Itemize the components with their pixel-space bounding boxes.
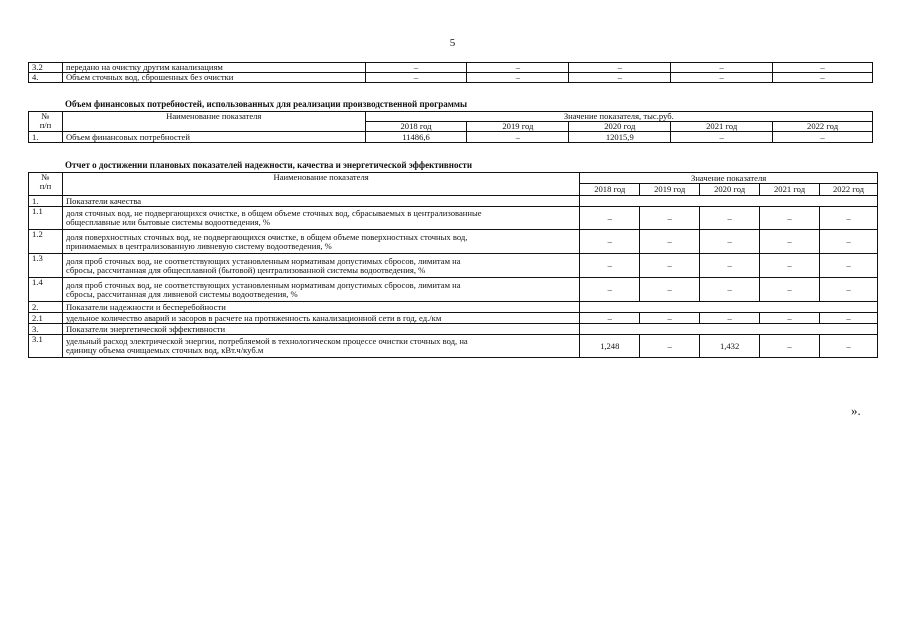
table-header-row [29,112,873,122]
cell-2020: 1,432 [700,335,760,358]
row-number: 3.2 [29,63,63,73]
row-name-line: доля поверхностных сточных вод, не подвергающихся очистке, в общем объеме поверхностных сточных вод, [65,231,468,242]
cell-2022: – [773,132,873,143]
table-row [29,254,878,278]
row-number: 1.2 [29,230,63,254]
cell-2018: – [365,73,467,83]
cell-2020: – [700,207,760,230]
row-number: 1. [29,132,63,143]
cell-2021: – [760,278,820,302]
row-number: 4. [29,73,63,83]
cell-2018: – [580,254,640,278]
row-name [62,254,579,278]
year-header: 2019 год [640,184,700,196]
col-name-header: Наименование показателя [62,173,579,196]
cell-2020: – [700,254,760,278]
col-num-header [29,112,63,132]
row-number: 1. [29,196,63,207]
row-name: удельное количество аварий и засоров в расчете на протяженность канализационной сети в год, ед./км [62,313,579,324]
table-indicators [28,172,878,358]
row-name-line: доля сточных вод, не подвергающихся очистке, в общем объеме сточных вод, сбрасываемых в централизованные [65,208,482,218]
col-num-abbr: п/п [39,120,52,130]
cell-2020: 12015,9 [569,132,671,143]
cell-2021: – [760,254,820,278]
group-name: Показатели энергетической эффективности [62,324,579,335]
row-number: 1.4 [29,278,63,302]
group-row [29,302,878,313]
closing-quote-mark: ». [851,403,861,418]
cell-2022: – [820,278,878,302]
table-header-row [29,173,878,184]
cell-2021: – [760,313,820,324]
cell-2018: 11486,6 [365,132,467,143]
row-name: передано на очистку другим канализациям [62,63,365,73]
cell-2021: – [671,73,773,83]
cell-2022: – [820,254,878,278]
row-number: 3.1 [29,335,63,358]
row-name-line: общесплавные или бытовые системы водоотведения, % [65,217,271,227]
group-empty-cell [580,302,878,313]
group-name: Показатели качества [62,196,579,207]
table-row [29,73,873,83]
col-num-sign: № [41,111,50,121]
cell-2019: – [640,313,700,324]
row-name [62,230,579,254]
row-number: 2.1 [29,313,63,324]
cell-2022: – [820,313,878,324]
table-row [29,207,878,230]
year-header: 2021 год [671,122,773,132]
row-name: Объем сточных вод, сброшенных без очистки [62,73,365,83]
cell-2020: – [700,230,760,254]
page-number: 5 [449,37,456,49]
cell-2020: – [700,313,760,324]
col-name-header: Наименование показателя [62,112,365,132]
cell-2019: – [467,63,569,73]
cell-2022: – [820,335,878,358]
group-row [29,196,878,207]
cell-2019: – [640,335,700,358]
group-name: Показатели надежности и бесперебойности [62,302,579,313]
table-row [29,63,873,73]
row-name-line: сбросы, рассчитанная для ливневой системы водоотведения, % [65,288,298,299]
cell-2019: – [640,230,700,254]
cell-2019: – [640,278,700,302]
cell-2021: – [760,335,820,358]
row-name-line: сбросы, рассчитанная для общесплавной (бытовой) централизованной системы водоотведения, % [65,264,426,275]
row-number: 2. [29,302,63,313]
cell-2019: – [640,254,700,278]
cell-2020: – [569,63,671,73]
year-header: 2018 год [365,122,467,132]
cell-2021: – [671,63,773,73]
table-wastewater-continuation [28,62,873,83]
year-header: 2020 год [569,122,671,132]
row-name-line: единицу объема очищаемых сточных вод, кВт.ч/куб.м [65,345,264,355]
cell-2022: – [773,73,873,83]
cell-2019: – [467,73,569,83]
cell-2021: – [760,207,820,230]
year-header: 2018 год [580,184,640,196]
cell-2021: – [671,132,773,143]
cell-2018: – [580,313,640,324]
group-row [29,324,878,335]
row-number: 3. [29,324,63,335]
year-header: 2019 год [467,122,569,132]
cell-2018: – [365,63,467,73]
value-header: Значение показателя [580,173,878,184]
cell-2022: – [820,207,878,230]
cell-2019: – [640,207,700,230]
row-name-line: принимаемых в централизованную ливневую систему водоотведения, % [65,240,332,251]
group-empty-cell [580,324,878,335]
row-name [62,278,579,302]
group-empty-cell [580,196,878,207]
table-row [29,278,878,302]
table-row [29,335,878,358]
row-name-line: доля проб сточных вод, не соответствующих установленным нормативам допустимых сбросов, лимитам на [65,255,461,266]
financial-needs-heading: Объем финансовых потребностей, использованных для реализации производственной программы [65,99,468,109]
cell-2018: – [580,230,640,254]
row-number: 1.3 [29,254,63,278]
row-name-line: удельный расход электрической энергии, потребляемой в технологическом процессе очистки сточных вод, на [65,336,468,346]
table-row [29,313,878,324]
cell-2020: – [569,73,671,83]
indicators-report-heading: Отчет о достижении плановых показателей надежности, качества и энергетической эффективности [65,160,473,170]
col-num-sign: № [41,172,50,182]
cell-2018: – [580,278,640,302]
value-header: Значение показателя, тыс.руб. [365,112,872,122]
year-header: 2020 год [700,184,760,196]
cell-2022: – [820,230,878,254]
row-number: 1.1 [29,207,63,230]
year-header: 2022 год [773,122,873,132]
cell-2021: – [760,230,820,254]
cell-2018: – [580,207,640,230]
year-header: 2022 год [820,184,878,196]
cell-2020: – [700,278,760,302]
row-name-line: доля проб сточных вод, не соответствующих установленным нормативам допустимых сбросов, лимитам на [65,279,461,290]
cell-2018: 1,248 [580,335,640,358]
col-num-abbr: п/п [39,181,52,191]
row-name: Объем финансовых потребностей [62,132,365,143]
cell-2022: – [773,63,873,73]
table-row [29,132,873,143]
row-name [62,207,579,230]
col-num-header [29,173,63,196]
row-name [62,335,579,358]
year-header: 2021 год [760,184,820,196]
table-financial-needs [28,111,873,143]
cell-2019: – [467,132,569,143]
table-row [29,230,878,254]
